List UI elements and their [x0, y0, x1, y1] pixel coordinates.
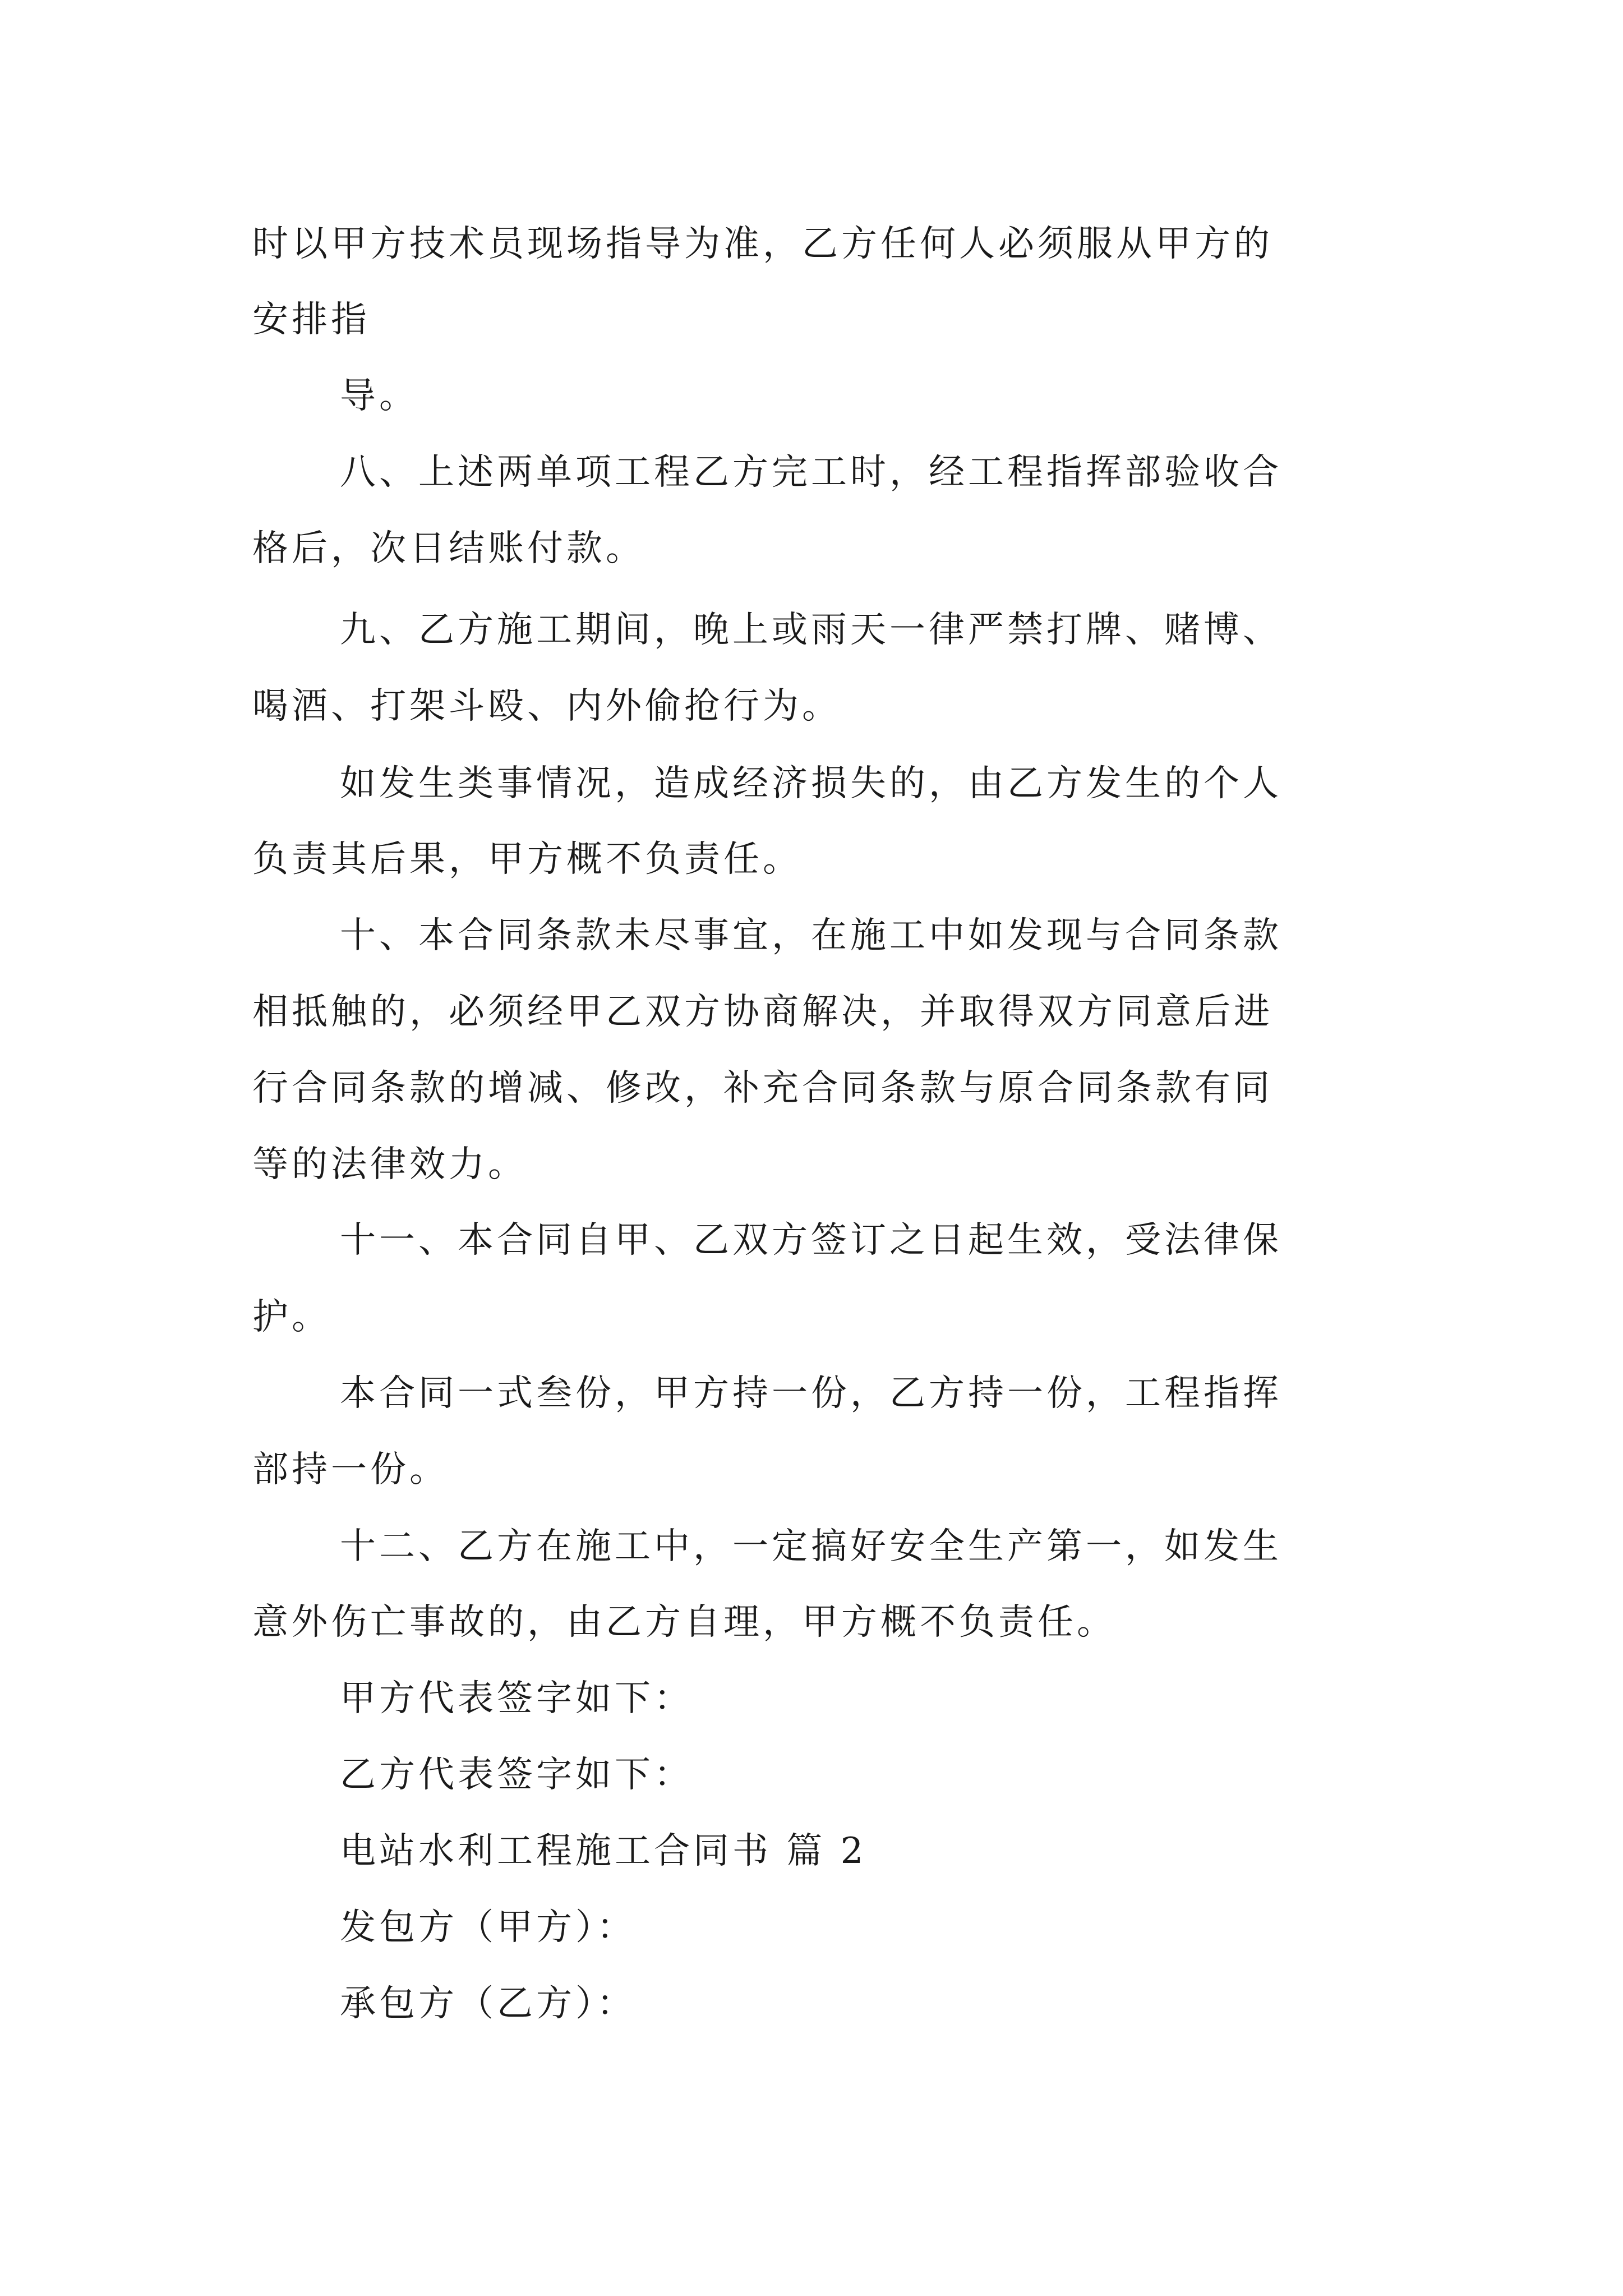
text-line: 负责其后果，甲方概不负责任。: [252, 839, 802, 880]
text-line: 行合同条款的增减、修改，补充合同条款与原合同条款有同: [252, 1068, 1273, 1109]
text-line: 时以甲方技术员现场指导为准，乙方任何人必须服从甲方的: [252, 223, 1273, 265]
text-line: 导。: [340, 375, 418, 417]
text-line: 喝酒、打架斗殴、内外偷抢行为。: [252, 685, 841, 727]
text-line: 部持一份。: [252, 1449, 449, 1490]
text-line: 意外伤亡事故的，由乙方自理，甲方概不负责任。: [252, 1602, 1116, 1643]
text-line: 十二、乙方在施工中，一定搞好安全生产第一，如发生: [340, 1526, 1282, 1567]
signature-line-party-a: 甲方代表签字如下：: [340, 1678, 693, 1719]
text-line: 护。: [252, 1296, 331, 1338]
text-line: 发包方（甲方）：: [340, 1907, 636, 1948]
text-line: 安排指: [252, 299, 370, 341]
text-line: 如发生类事情况，造成经济损失的，由乙方发生的个人: [340, 763, 1282, 804]
text-line: 八、上述两单项工程乙方完工时，经工程指挥部验收合: [340, 452, 1282, 493]
signature-line-party-b: 乙方代表签字如下：: [340, 1754, 693, 1796]
text-line: 十、本合同条款未尽事宜，在施工中如发现与合同条款: [340, 915, 1282, 956]
text-line: 九、乙方施工期间，晚上或雨天一律严禁打牌、赌博、: [340, 609, 1282, 651]
text-line: 格后，次日结账付款。: [252, 528, 645, 569]
text-line: 等的法律效力。: [252, 1144, 527, 1185]
text-line: 相抵触的，必须经甲乙双方协商解决，并取得双方同意后进: [252, 991, 1273, 1033]
section-title: 电站水利工程施工合同书 篇 2: [340, 1830, 867, 1872]
text-line: 十一、本合同自甲、乙双方签订之日起生效，受法律保: [340, 1220, 1282, 1261]
text-line: 本合同一式叁份，甲方持一份，乙方持一份，工程指挥: [340, 1373, 1282, 1414]
text-line: 承包方（乙方）：: [340, 1983, 636, 2024]
